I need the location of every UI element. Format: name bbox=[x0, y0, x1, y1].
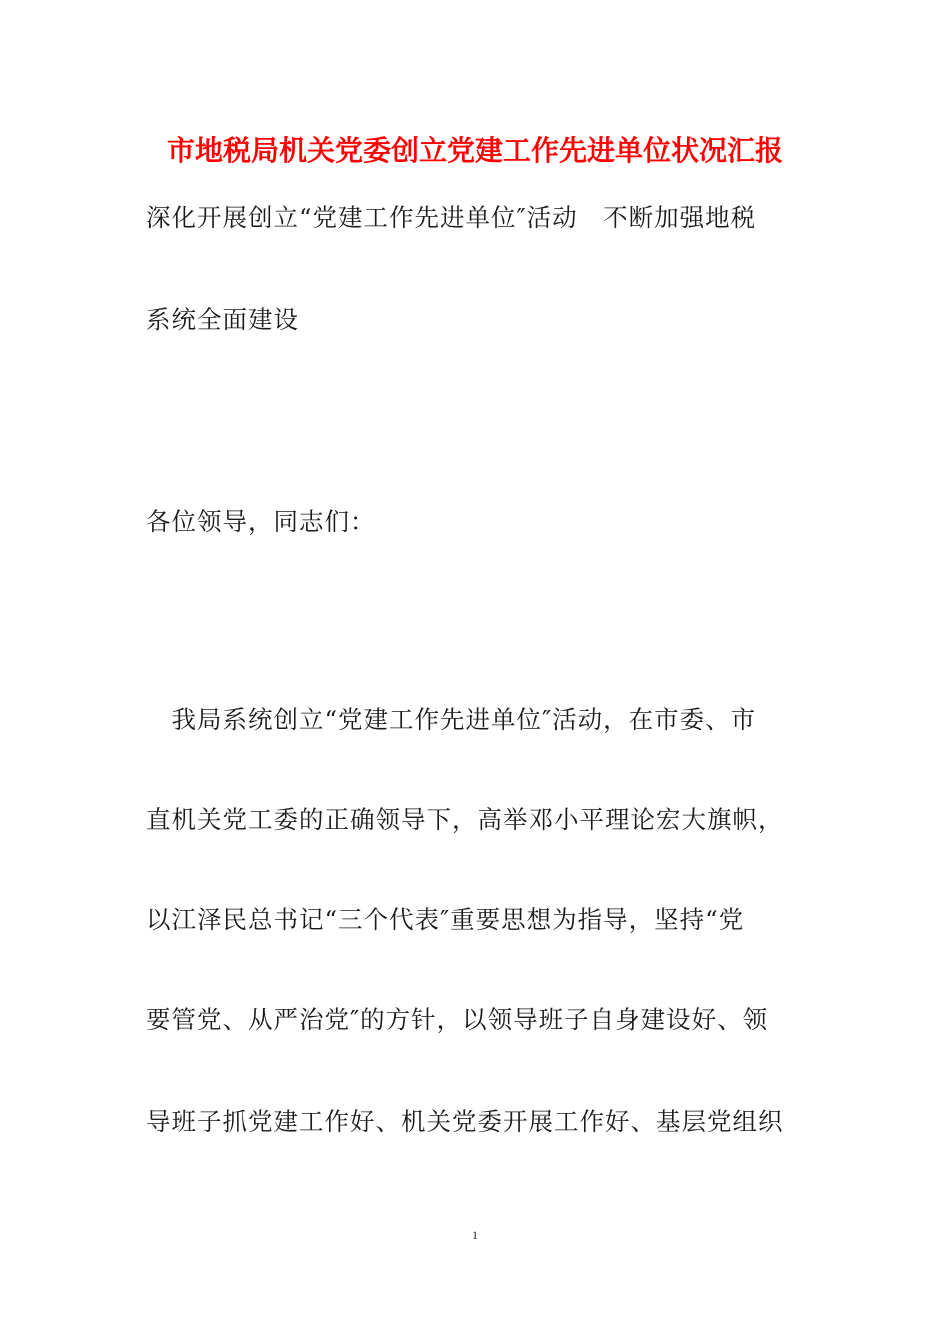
salutation: 各位领导，同志们： bbox=[146, 507, 376, 536]
document-title: 市地税局机关党委创立党建工作先进单位状况汇报 bbox=[166, 134, 783, 167]
body-line-3: 以江泽民总书记“三个代表″重要思想为指导，坚持“党 bbox=[146, 905, 745, 934]
body-line-4: 要管党、从严治党″的方针，以领导班子自身建设好、领 bbox=[146, 1005, 769, 1034]
subtitle-line-2: 系统全面建设 bbox=[146, 305, 299, 334]
subtitle-line-1: 深化开展创立“党建工作先进单位″活动 不断加强地税 bbox=[146, 203, 757, 232]
body-line-1: 我局系统创立“党建工作先进单位″活动，在市委、市 bbox=[146, 705, 757, 734]
body-line-5: 导班子抓党建工作好、机关党委开展工作好、基层党组织 bbox=[146, 1107, 784, 1136]
body-line-2: 直机关党工委的正确领导下，高举邓小平理论宏大旗帜， bbox=[146, 805, 784, 834]
page-number: 1 bbox=[472, 1228, 478, 1242]
